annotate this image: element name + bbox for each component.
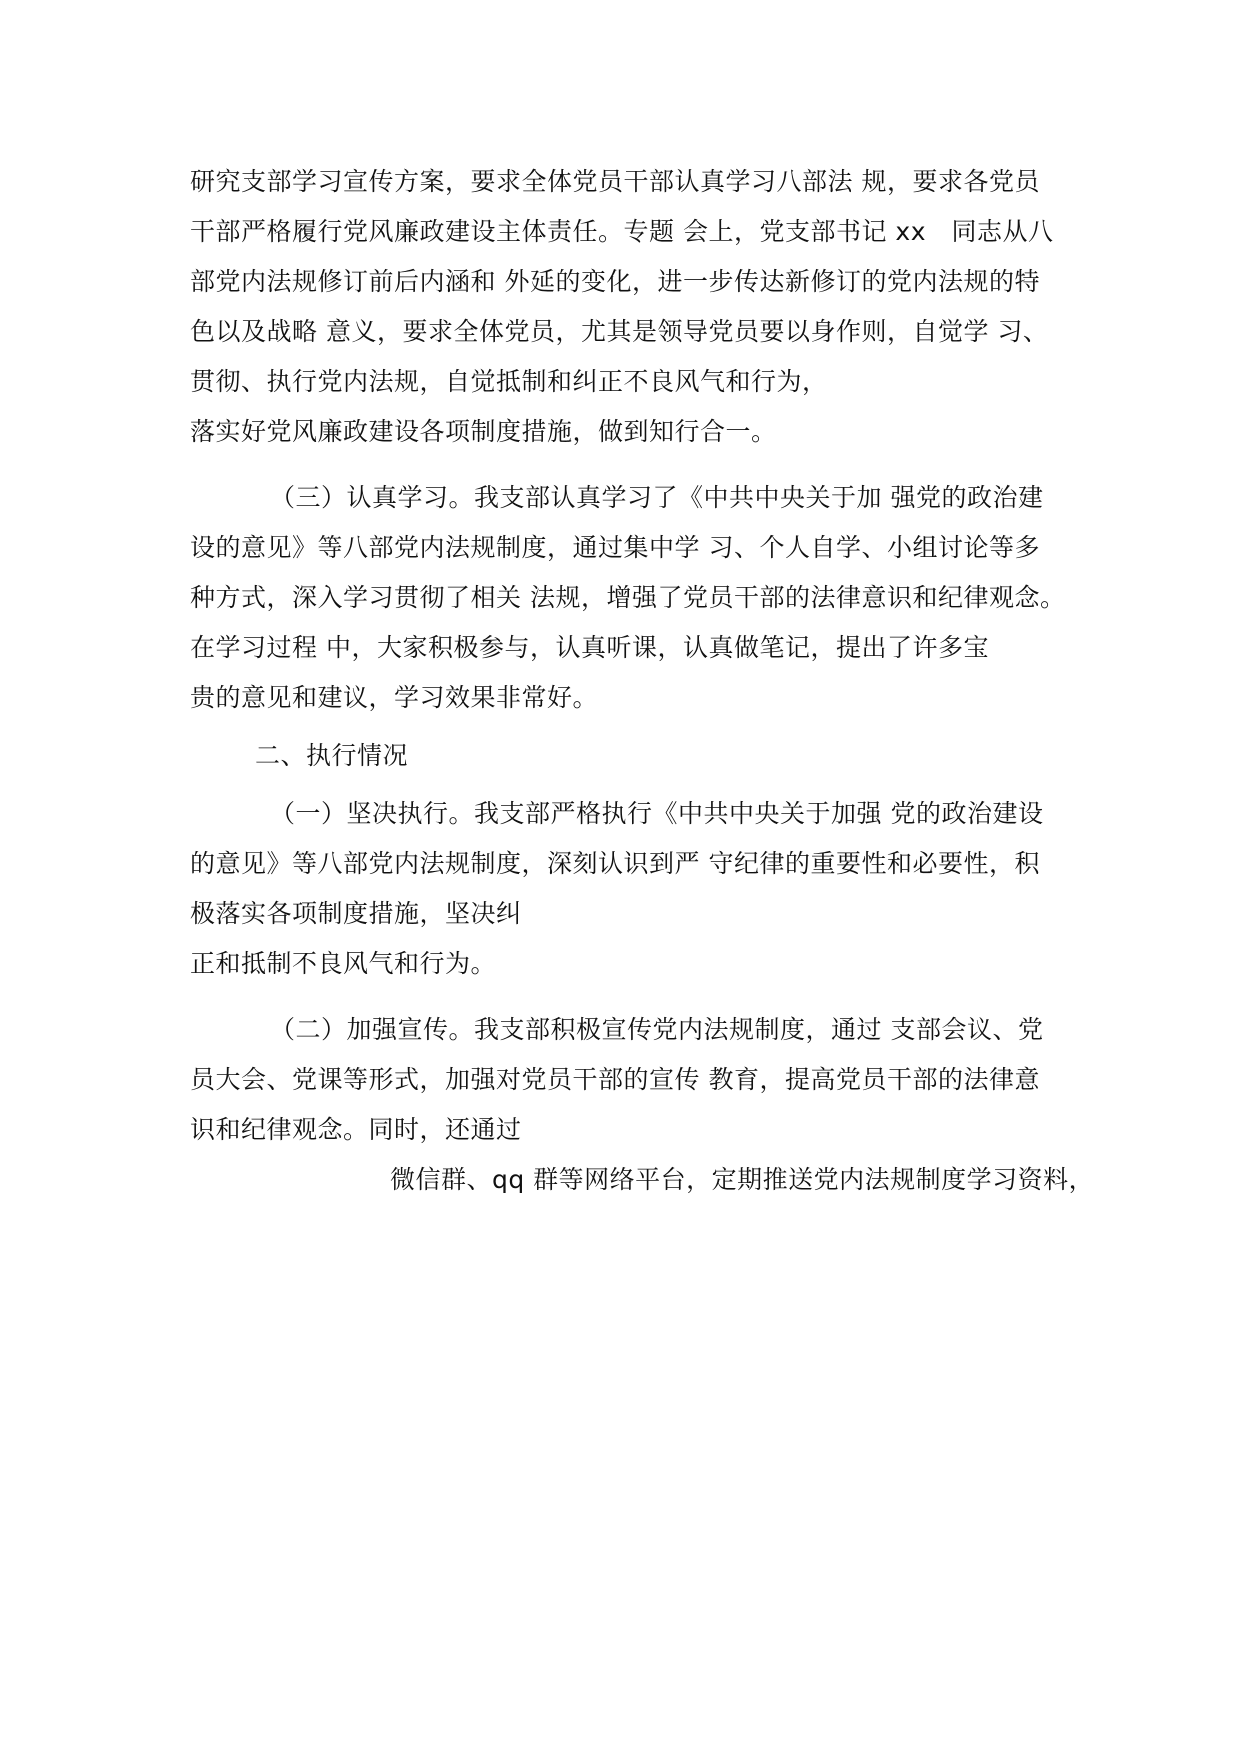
text-line: 员大会、党课等形式，加强对党员干部的宣传 教育，提高党员干部的法律意 [190,1065,1040,1094]
text-line: 的意见》等八部党内法规制度，深刻认识到严 守纪律的重要性和必要性，积 [190,849,1040,878]
text-line: 贯彻、执行党内法规，自觉抵制和纠正不良风气和行为， [190,367,828,396]
text-line: 贵的意见和建议，学习效果非常好。 [190,683,599,712]
text-line: 研究支部学习宣传方案，要求全体党员干部认真学习八部法 规，要求各党员 [190,167,1040,196]
paragraph-first-line: （三）认真学习。我支部认真学习了《中共中央关于加 强党的政治建 [270,483,1044,512]
paragraph-first-line: （一）坚决执行。我支部严格执行《中共中央关于加强 党的政治建设 [270,799,1044,828]
text-line: 种方式，深入学习贯彻了相关 法规，增强了党员干部的法律意识和纪律观念。 [190,583,1066,612]
text-line: 极落实各项制度措施，坚决纠 [190,899,522,928]
text-line: 设的意见》等八部党内法规制度，通过集中学 习、个人自学、小组讨论等多 [190,533,1040,562]
text-line: 正和抵制不良风气和行为。 [190,949,497,978]
text-line: 干部严格履行党风廉政建设主体责任。专题 会上，党支部书记 xx 同志从八 [190,217,1054,246]
text-line: 微信群、qq 群等网络平台，定期推送党内法规制度学习资料， [390,1165,1095,1194]
text-line: 落实好党风廉政建设各项制度措施，做到知行合一。 [190,417,777,446]
text-line: 部党内法规修订前后内涵和 外延的变化，进一步传达新修订的党内法规的特 [190,267,1040,296]
text-line: 色以及战略 意义，要求全体党员，尤其是领导党员要以身作则，自觉学 习、 [190,317,1049,346]
paragraph-first-line: （二）加强宣传。我支部积极宣传党内法规制度，通过 支部会议、党 [270,1015,1044,1044]
text-line: 在学习过程 中，大家积极参与，认真听课，认真做笔记，提出了许多宝 [190,633,989,662]
section-heading: 二、执行情况 [255,741,409,770]
text-line: 识和纪律观念。同时，还通过 [190,1115,522,1144]
